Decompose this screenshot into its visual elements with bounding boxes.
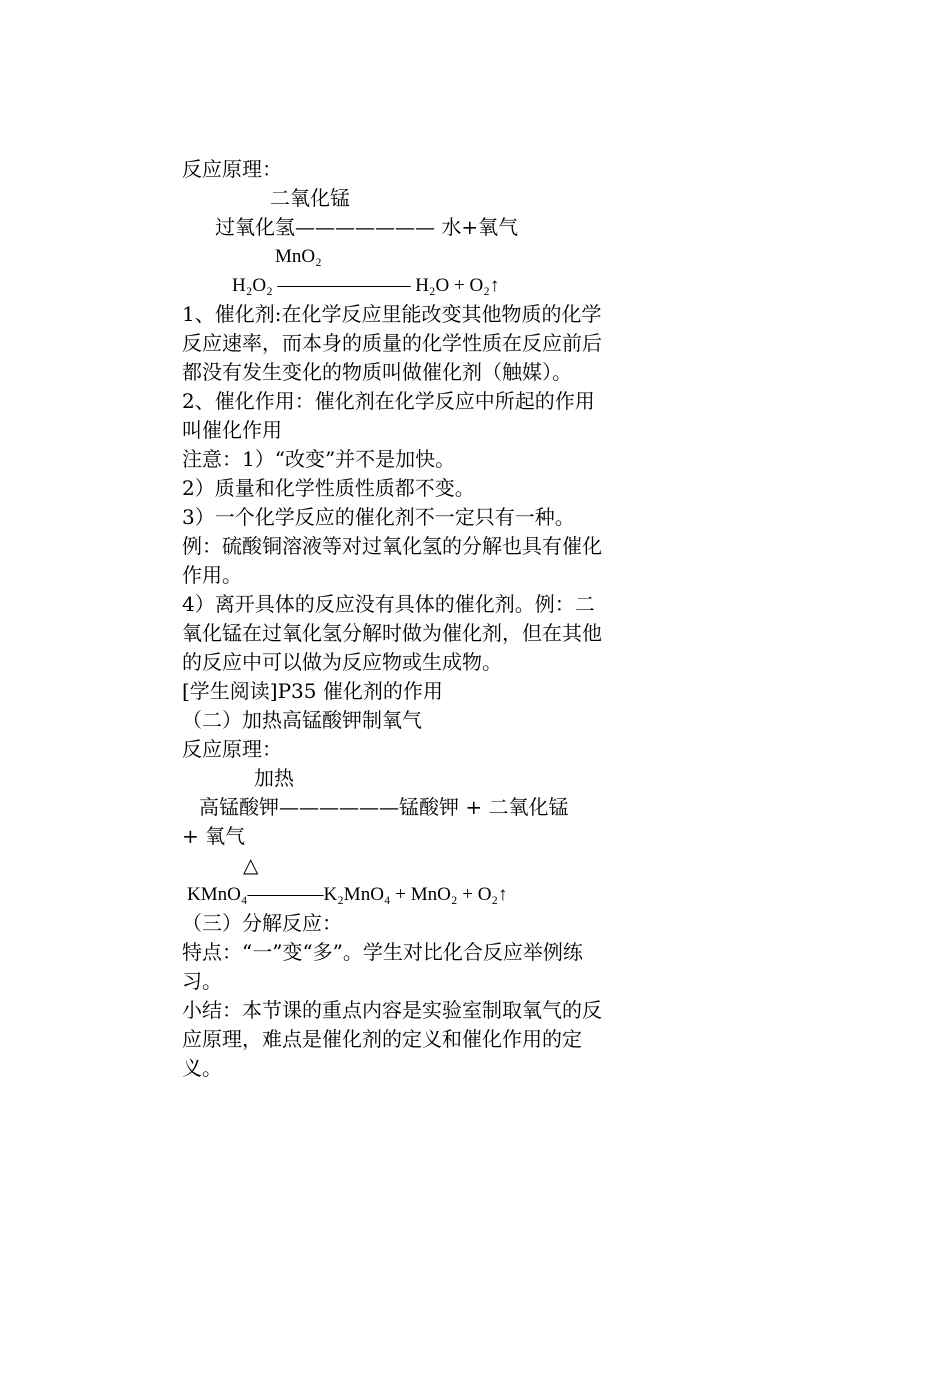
catalysis-definition: 2、催化作用：催化剂在化学反应中所起的作用叫催化作用 bbox=[182, 389, 595, 442]
note-3: 3）一个化学反应的催化剂不一定只有一种。例：硫酸铜溶液等对过氧化氢的分解也具有催化作用。 bbox=[182, 505, 602, 587]
heating-condition-cn: 加热 bbox=[254, 766, 294, 790]
catalyst-formula: MnO₂ bbox=[275, 246, 322, 267]
note-4: 4）离开具体的反应没有具体的催化剂。例：二氧化锰在过氧化氢分解时做为催化剂，但在其他的反应中可以做为反应物或生成物。 bbox=[182, 592, 602, 674]
decomposition-feature: 特点：“一”变“多”。学生对比化合反应举例练习。 bbox=[182, 940, 583, 993]
catalyst-definition: 1、催化剂:在化学反应里能改变其他物质的化学反应速率，而本身的质量的化学性质在反应前后都没有发生变化的物质叫做催化剂（触媒）。 bbox=[182, 302, 602, 384]
note-1: 注意：1）“改变”并不是加快。 bbox=[182, 447, 456, 471]
formula-equation-kmno4: KMnO₄————K₂MnO₄ + MnO₂ + O₂↑ bbox=[187, 884, 508, 905]
reaction-principle-label: 反应原理： bbox=[182, 157, 282, 181]
word-equation-kmno4-line2: + 氧气 bbox=[182, 824, 246, 848]
section-3-heading: （三）分解反应： bbox=[182, 911, 342, 935]
note-2: 2）质量和化学性质性质都不变。 bbox=[182, 476, 475, 500]
document-page bbox=[182, 155, 602, 1083]
word-equation-h2o2: 过氧化氢——————— 水+氧气 bbox=[215, 215, 519, 239]
lesson-summary: 小结：本节课的重点内容是实验室制取氧气的反应原理，难点是催化剂的定义和催化作用的定义。 bbox=[182, 998, 602, 1080]
heating-condition-symbol: △ bbox=[243, 853, 259, 877]
section-2-heading: （二）加热高锰酸钾制氧气 bbox=[182, 708, 422, 732]
formula-equation-h2o2: H₂O₂ ——————— H₂O + O₂↑ bbox=[232, 275, 500, 296]
catalyst-name-cn: 二氧化锰 bbox=[270, 186, 350, 210]
reaction-principle-label-2: 反应原理： bbox=[182, 737, 282, 761]
student-reading: [学生阅读]P35 催化剂的作用 bbox=[182, 679, 443, 703]
word-equation-kmno4-line1: 高锰酸钾——————锰酸钾 + 二氧化锰 bbox=[199, 795, 569, 819]
